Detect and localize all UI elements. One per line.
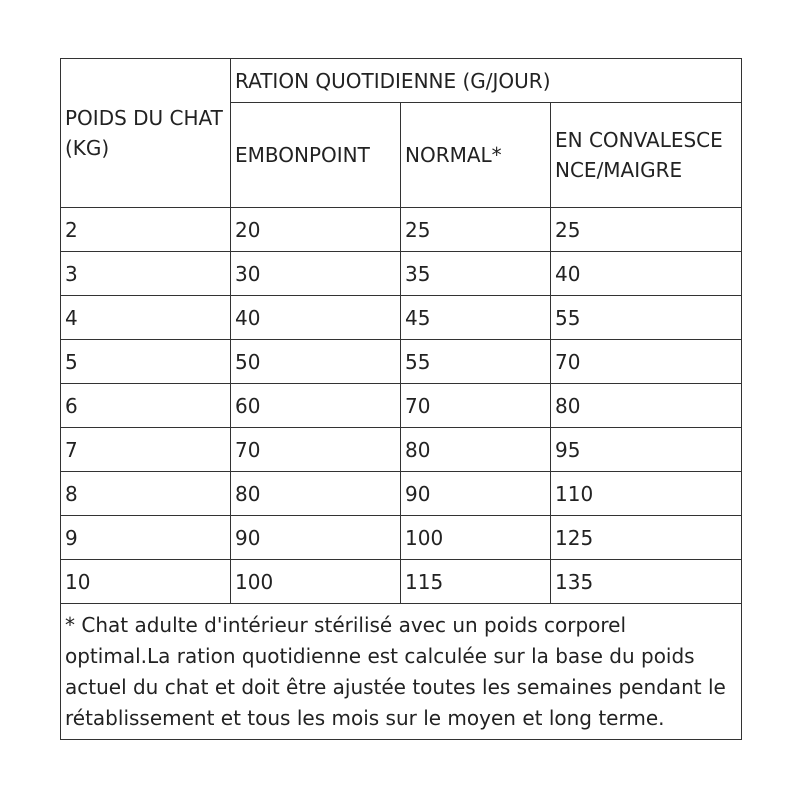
normal-cell: 45 bbox=[401, 296, 551, 340]
normal-cell: 115 bbox=[401, 560, 551, 604]
ration-header: RATION QUOTIDIENNE (G/JOUR) bbox=[231, 59, 742, 103]
convalescence-cell: 135 bbox=[551, 560, 742, 604]
normal-cell: 70 bbox=[401, 384, 551, 428]
embonpoint-cell: 100 bbox=[231, 560, 401, 604]
convalescence-cell: 25 bbox=[551, 208, 742, 252]
convalescence-cell: 110 bbox=[551, 472, 742, 516]
weight-cell: 2 bbox=[61, 208, 231, 252]
convalescence-cell: 80 bbox=[551, 384, 742, 428]
table-row bbox=[61, 208, 742, 252]
convalescence-cell: 95 bbox=[551, 428, 742, 472]
weight-cell: 6 bbox=[61, 384, 231, 428]
embonpoint-cell: 70 bbox=[231, 428, 401, 472]
table-row bbox=[61, 428, 742, 472]
embonpoint-cell: 40 bbox=[231, 296, 401, 340]
embonpoint-cell: 20 bbox=[231, 208, 401, 252]
weight-cell: 7 bbox=[61, 428, 231, 472]
convalescence-cell: 55 bbox=[551, 296, 742, 340]
normal-cell: 25 bbox=[401, 208, 551, 252]
table-row bbox=[61, 252, 742, 296]
embonpoint-cell: 90 bbox=[231, 516, 401, 560]
weight-cell: 3 bbox=[61, 252, 231, 296]
embonpoint-cell: 50 bbox=[231, 340, 401, 384]
table-row bbox=[61, 296, 742, 340]
footnote: * Chat adulte d'intérieur stérilisé avec un poids corporel optimal.La ration quotidienne est calculée sur la base du poids actuel du chat et doit être ajustée toutes les semaines pendant le rétablissement et tous les mois sur le moyen et long terme. bbox=[61, 604, 742, 740]
normal-cell: 80 bbox=[401, 428, 551, 472]
table-row bbox=[61, 384, 742, 428]
feeding-table bbox=[60, 58, 742, 740]
normal-cell: 100 bbox=[401, 516, 551, 560]
weight-cell: 8 bbox=[61, 472, 231, 516]
weight-cell: 9 bbox=[61, 516, 231, 560]
convalescence-cell: 125 bbox=[551, 516, 742, 560]
weight-cell: 5 bbox=[61, 340, 231, 384]
weight-cell: 4 bbox=[61, 296, 231, 340]
table-row bbox=[61, 472, 742, 516]
normal-cell: 90 bbox=[401, 472, 551, 516]
header-row-1 bbox=[61, 59, 742, 103]
convalescence-cell: 70 bbox=[551, 340, 742, 384]
table-row bbox=[61, 340, 742, 384]
weight-header: POIDS DU CHAT (KG) bbox=[61, 59, 231, 208]
normal-cell: 35 bbox=[401, 252, 551, 296]
table-row bbox=[61, 560, 742, 604]
normal-cell: 55 bbox=[401, 340, 551, 384]
embonpoint-cell: 80 bbox=[231, 472, 401, 516]
footnote-row bbox=[61, 604, 742, 740]
embonpoint-cell: 30 bbox=[231, 252, 401, 296]
weight-cell: 10 bbox=[61, 560, 231, 604]
table-row bbox=[61, 516, 742, 560]
column-header-normal: NORMAL* bbox=[401, 103, 551, 208]
embonpoint-cell: 60 bbox=[231, 384, 401, 428]
column-header-embonpoint: EMBONPOINT bbox=[231, 103, 401, 208]
convalescence-cell: 40 bbox=[551, 252, 742, 296]
column-header-convalescence: EN CONVALESCENCE/MAIGRE bbox=[551, 103, 742, 208]
